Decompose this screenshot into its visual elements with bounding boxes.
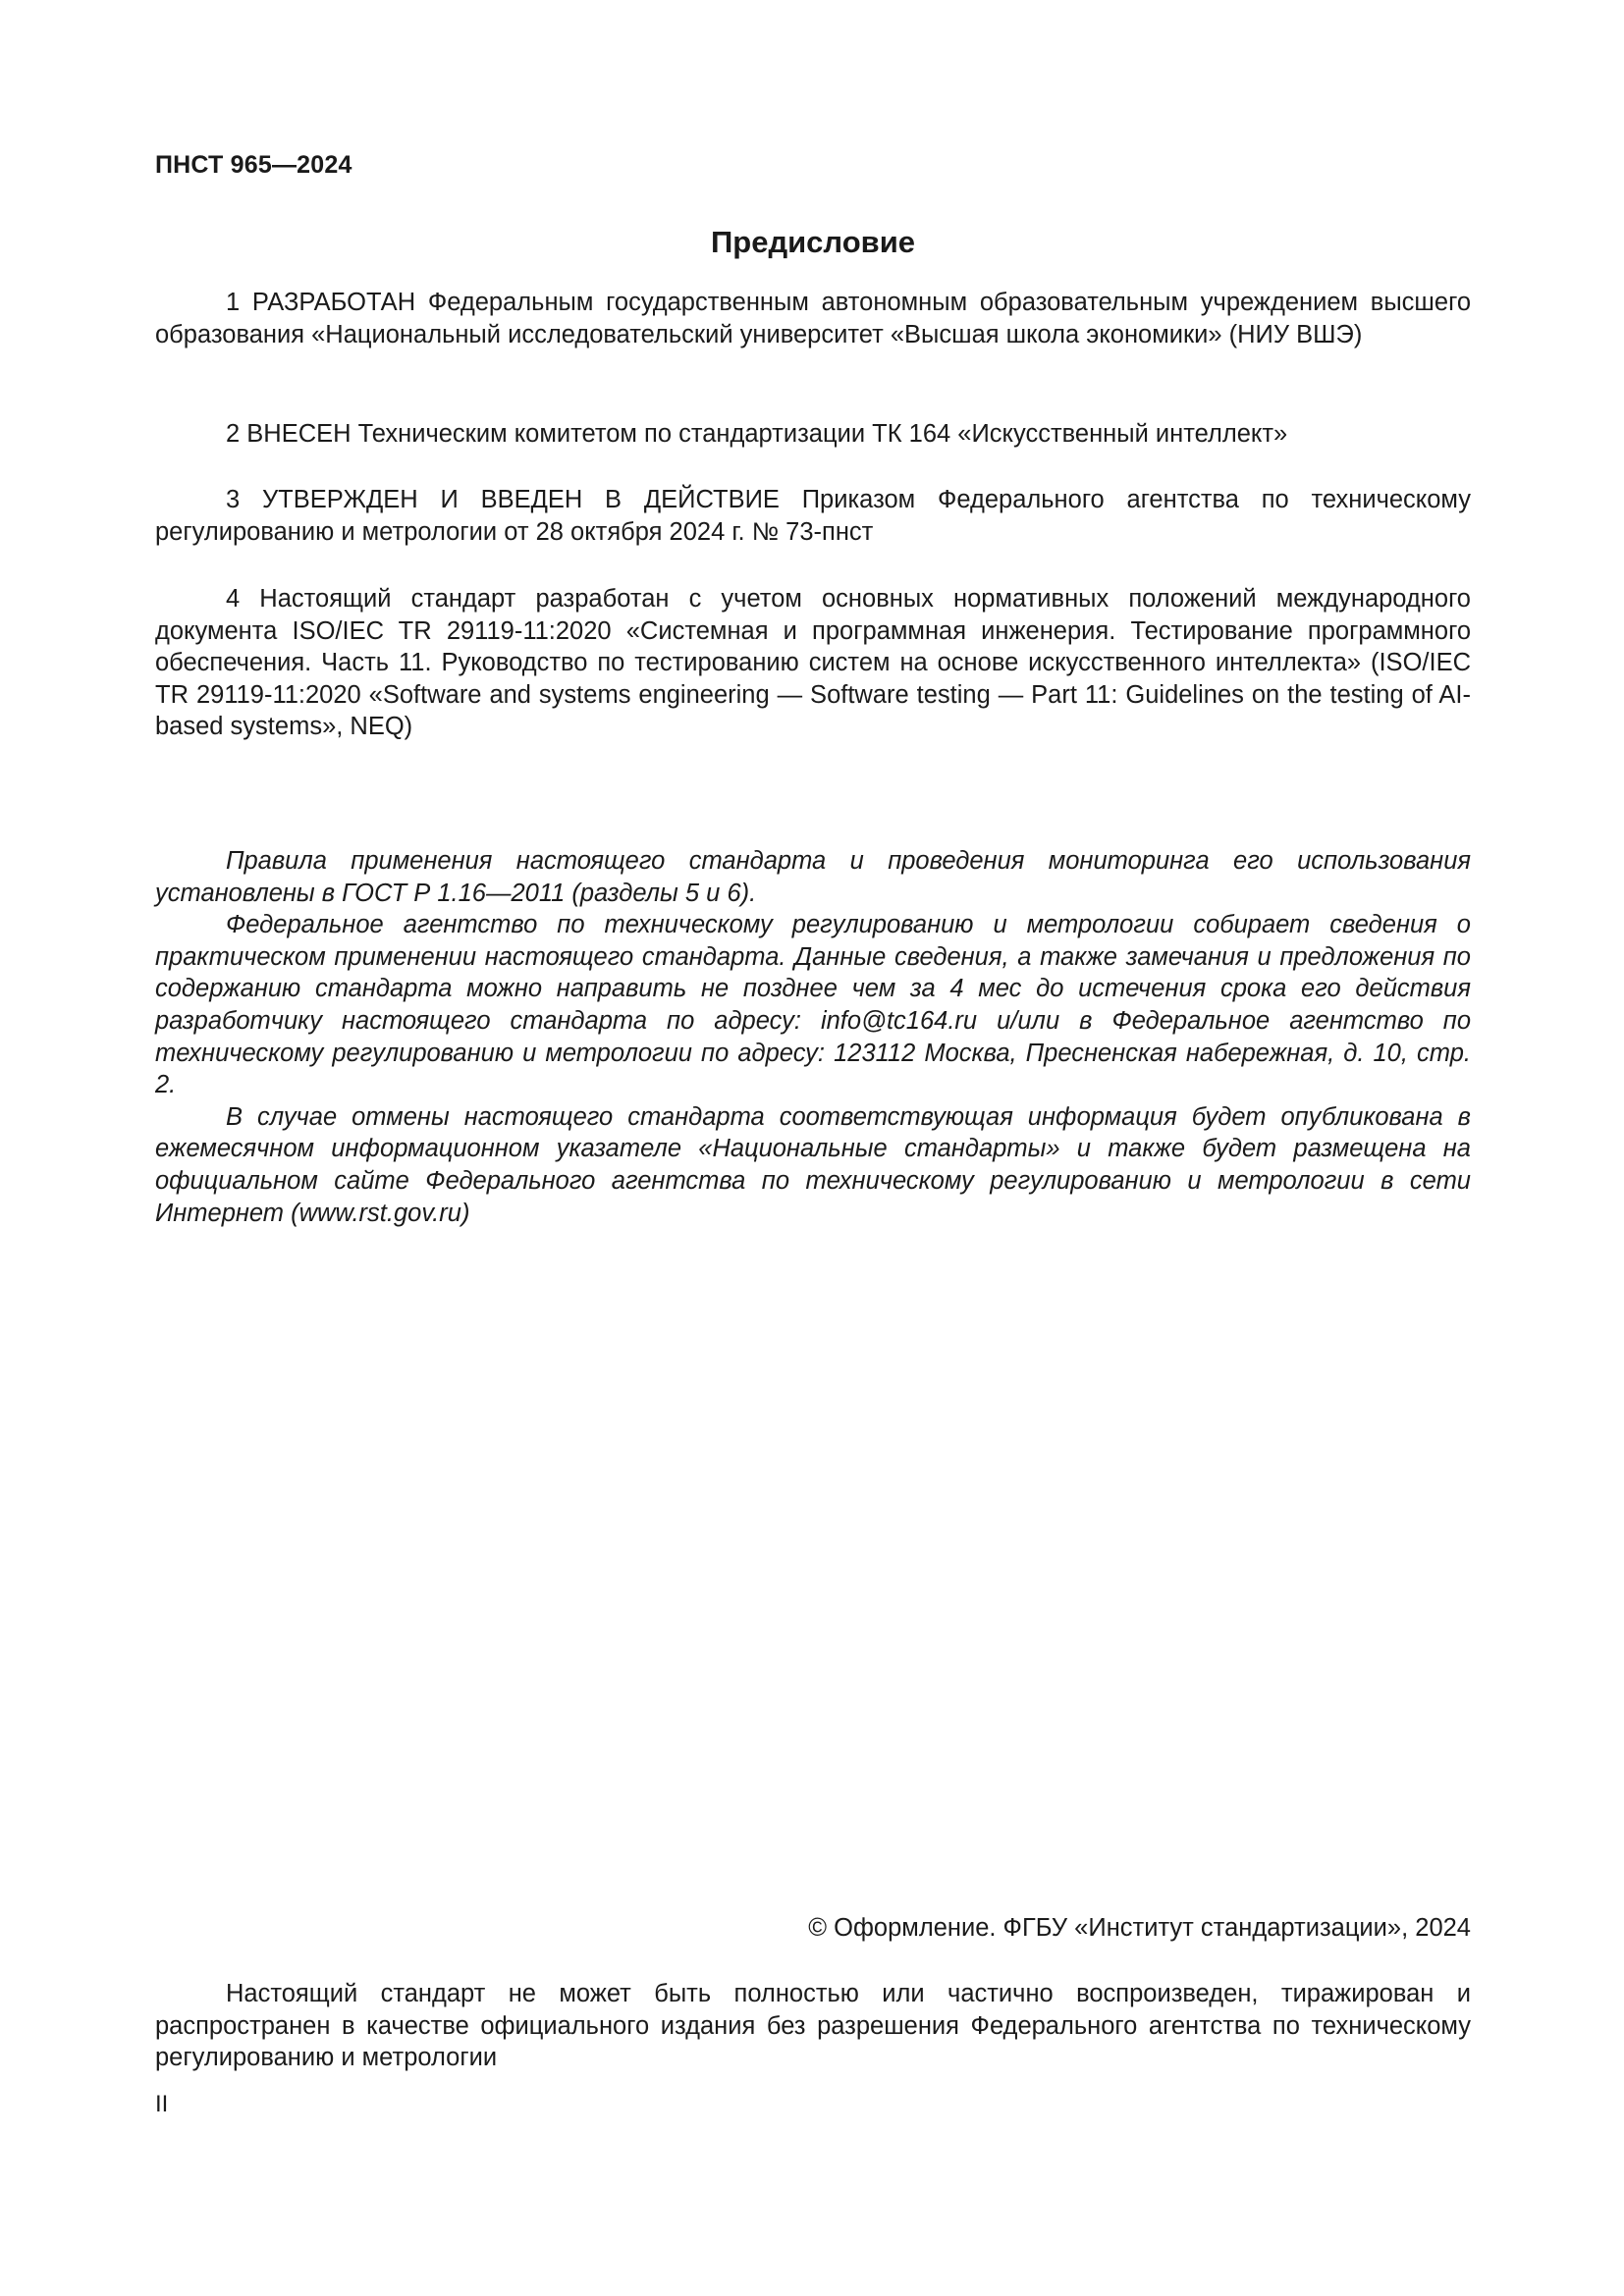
application-notice [155, 845, 1471, 1229]
foreword-item-approved: 3 УТВЕРЖДЕН И ВВЕДЕН В ДЕЙСТВИЕ Приказом Федерального агентства по техническому регулированию и метрологии от 28 октября 2024 г. № 73-пнст [155, 486, 1471, 546]
page-number: II [155, 2091, 169, 2117]
notice-paragraph-cancellation: В случае отмены настоящего стандарта соответствующая информация будет опубликована в ежемесячном информационном указателе «Национальные стандарты» и также будет размещена на официальном сайте Федерального агентства по техническому регулированию и метрологии в сети Интернет (www.rst.gov.ru) [155, 1102, 1471, 1227]
page-title: Предисловие [710, 225, 915, 259]
reproduction-notice: Настоящий стандарт не может быть полностью или частично воспроизведен, тиражирован и распространен в качестве официального издания без разрешения Федерального агентства по техническому регулированию и метрологии [155, 1980, 1471, 2072]
foreword-item-developed: 1 РАЗРАБОТАН Федеральным государственным автономным образовательным учреждением высшего образования «Национальный исследовательский университет «Высшая школа экономики» (НИУ ВШЭ) [155, 289, 1471, 348]
notice-paragraph-feedback: Федеральное агентство по техническому регулированию и метрологии собирает сведения о практическом применении настоящего стандарта. Данные сведения, а также замечания и предложения по содержанию стандарта можно направить не позднее чем за 4 мес до истечения срока его действия разработчику настоящего стандарта по адресу: info@tc164.ru и/или в Федеральное агентство по техническому регулированию и метрологии по адресу: 123112 Москва, Пресненская набережная, д. 10, стр. 2. [155, 911, 1471, 1099]
foreword-item-introduced: 2 ВНЕСЕН Техническим комитетом по стандартизации ТК 164 «Искусственный интеллект» [226, 420, 1288, 448]
copyright-line: © Оформление. ФГБУ «Институт стандартизации», 2024 [808, 1914, 1471, 1942]
foreword-item-basis: 4 Настоящий стандарт разработан с учетом основных нормативных положений международного документа ISO/IEC TR 29119-11:2020 «Системная и программная инженерия. Тестирование программного обеспечения. Часть 11. Руководство по тестированию систем на основе искусственного интеллекта» (ISO/IEC TR 29119-11:2020 «Software and systems engineering — Software testing — Part 11: Guidelines on the testing of AI-based systems», NEQ) [155, 585, 1471, 741]
notice-paragraph-rules: Правила применения настоящего стандарта и проведения мониторинга его использования установлены в ГОСТ Р 1.16—2011 (разделы 5 и 6). [155, 847, 1471, 907]
document-code: ПНСТ 965—2024 [155, 151, 352, 179]
